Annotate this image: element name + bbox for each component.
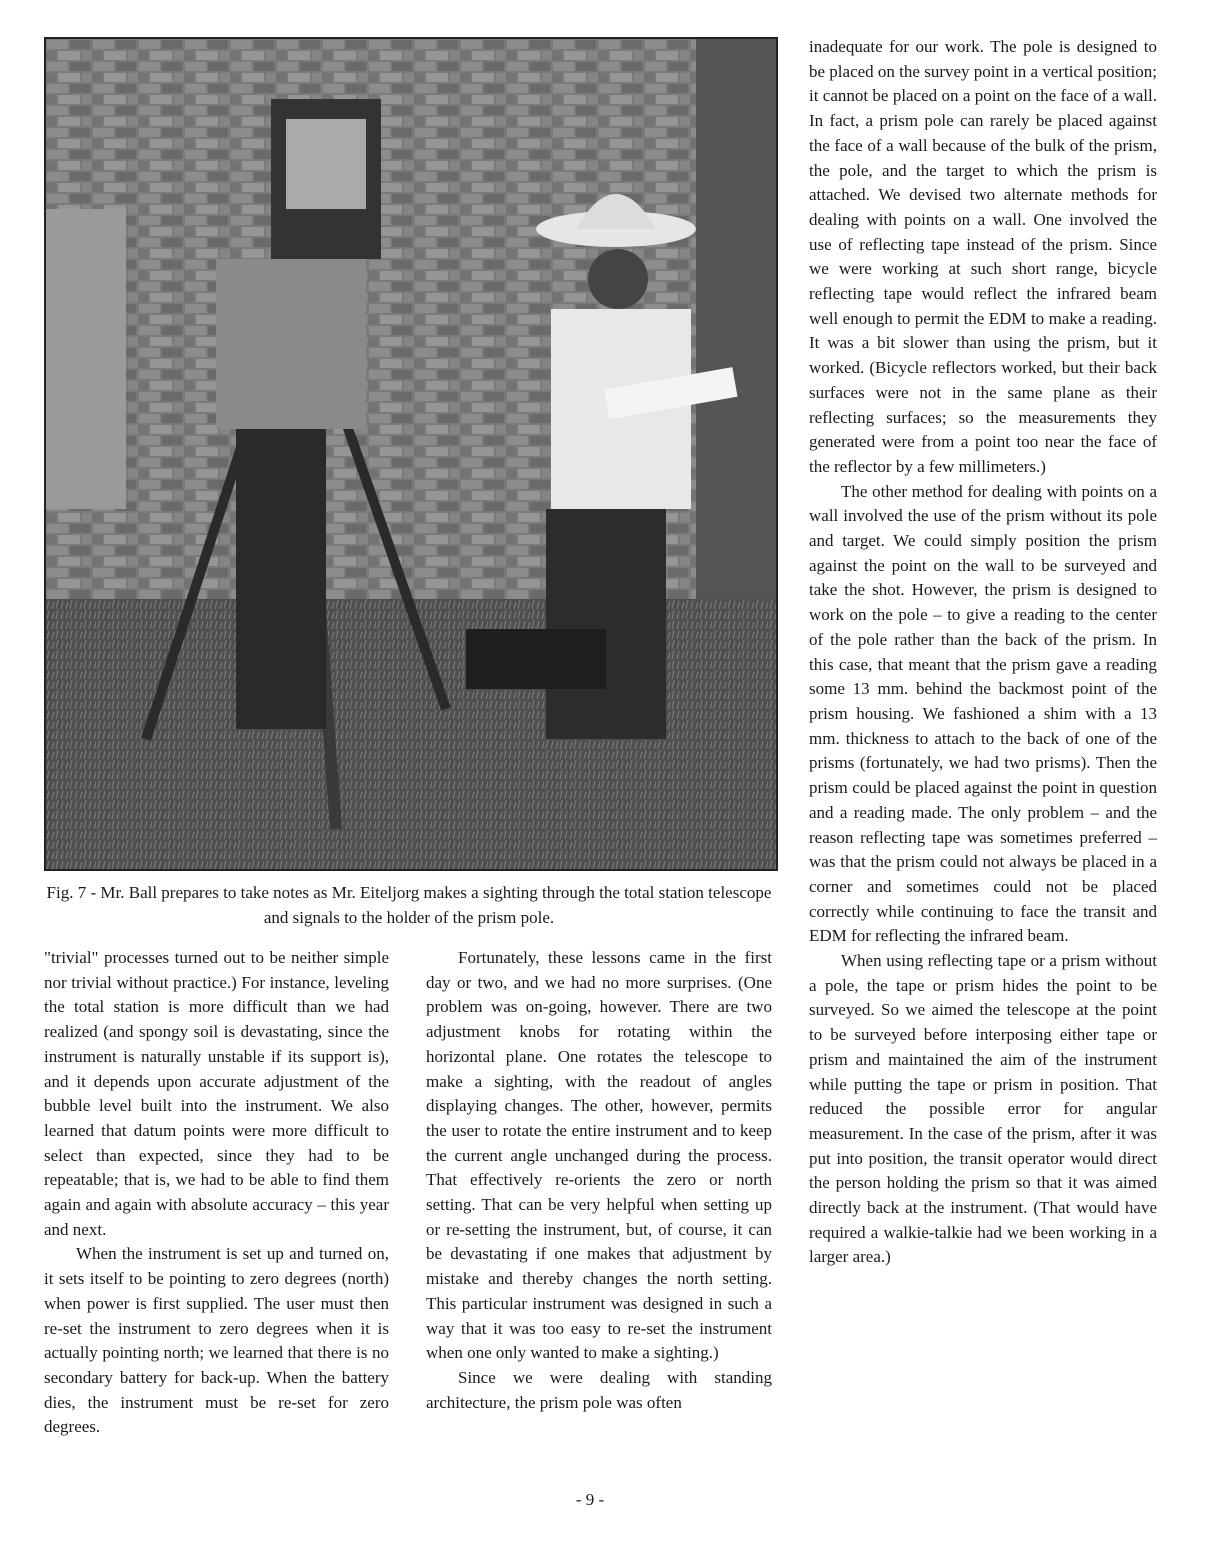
paragraph: When the instrument is set up and turned on, it sets itself to be pointing to zero degrees (north) when power is first supplied. The user must then re-set the instrument to zero degrees when it is actually pointing north; we learned that there is no secondary battery for back-up. When the battery dies, the instrument must be re-set for zero degrees. <box>44 1244 389 1437</box>
text-column-right <box>809 35 1157 1270</box>
survey-photo-illustration <box>46 39 776 869</box>
page-number: - 9 - <box>575 1490 605 1509</box>
paragraph: "trivial" processes turned out to be neither simple nor trivial without practice.) For instance, leveling the total station is more difficult than we had realized (and spongy soil is devastating, since the instrument is naturally unstable if its support is), and it depends upon accurate adjustment of the bubble level built into the instrument. We also learned that datum points were more difficult to select than expected, since they had to be repeatable; that is, we had to be able to find them again and again with absolute accuracy – this year and next. <box>44 948 389 1239</box>
paragraph: The other method for dealing with points on a wall involved the use of the prism without its pole and target. We could simply position the prism against the point on the wall to be surveyed and take the shot. However, the prism is designed to work on the pole – to give a reading to the center of the pole rather than the back of the prism. In this case, that meant that the prism gave a reading some 13 mm. behind the backmost point of the prism housing. We fashioned a shim with a 13 mm. thickness to attach to the back of one of the prisms (fortunately, we had two prisms). Then the prism could be placed against the point in question and a reading made. The only problem – and the reason reflecting tape was sometimes preferred – was that the prism could not always be placed in a corner and sometimes could not be placed correctly while continuing to face the transit and EDM for reflecting the infrared beam. <box>809 481 1157 946</box>
paragraph: When using reflecting tape or a prism without a pole, the tape or prism hides the point to be surveyed. So we aimed the telescope at the point to be surveyed before interposing either tape or prism and maintained the aim of the instrument while putting the tape or prism in position. That reduced the possible error for angular measurement. In the case of the prism, after it was put into position, the transit operator would direct the person holding the prism so that it was aimed directly back at the instrument. (That would have required a walkie-talkie had we been working in a larger area.) <box>809 951 1157 1267</box>
paragraph: Since we were dealing with standing architecture, the prism pole was often <box>426 1367 772 1412</box>
figure-caption: Fig. 7 - Mr. Ball prepares to take notes as Mr. Eiteljorg makes a sighting through the total station telescope and signals to the holder of the prism pole. <box>46 883 772 927</box>
text-column-left <box>44 946 389 1440</box>
paragraph: Fortunately, these lessons came in the first day or two, and we had no more surprises. (One problem was on-going, however. There are two adjustment knobs for rotating within the horizontal plane. One rotates the telescope to make a sighting, with the readout of angles displaying changes. The other, however, permits the user to rotate the entire instrument and to keep the current angle unchanged during the process. That effectively re-orients the zero or north setting. That can be very helpful when setting up or re-setting the instrument, but, of course, it can be devastating if one makes that adjustment by mistake and thereby changes the north setting. This particular instrument was designed in such a way that it was too easy to re-set the instrument when one only wanted to make a sighting.) <box>426 948 772 1363</box>
text-column-middle <box>426 946 772 1415</box>
paragraph: inadequate for our work. The pole is designed to be placed on the survey point in a vertical position; it cannot be placed on a point on the face of a wall. In fact, a prism pole can rarely be placed against the face of a wall because of the bulk of the prism, the pole, and the target to which the prism is attached. We devised two alternate methods for dealing with points on a wall. One involved the use of reflecting tape instead of the prism. Since we were working at such short range, bicycle reflecting tape would reflect the infrared beam well enough to permit the EDM to make a reading. It was a bit slower than using the prism, but it worked. (Bicycle reflectors worked, but their back surfaces were not in the same plane as their reflecting surfaces; so the measurements they generated were from a point too near the face of the reflector by a few millimeters.) <box>809 37 1157 476</box>
figure-photo <box>44 37 778 871</box>
